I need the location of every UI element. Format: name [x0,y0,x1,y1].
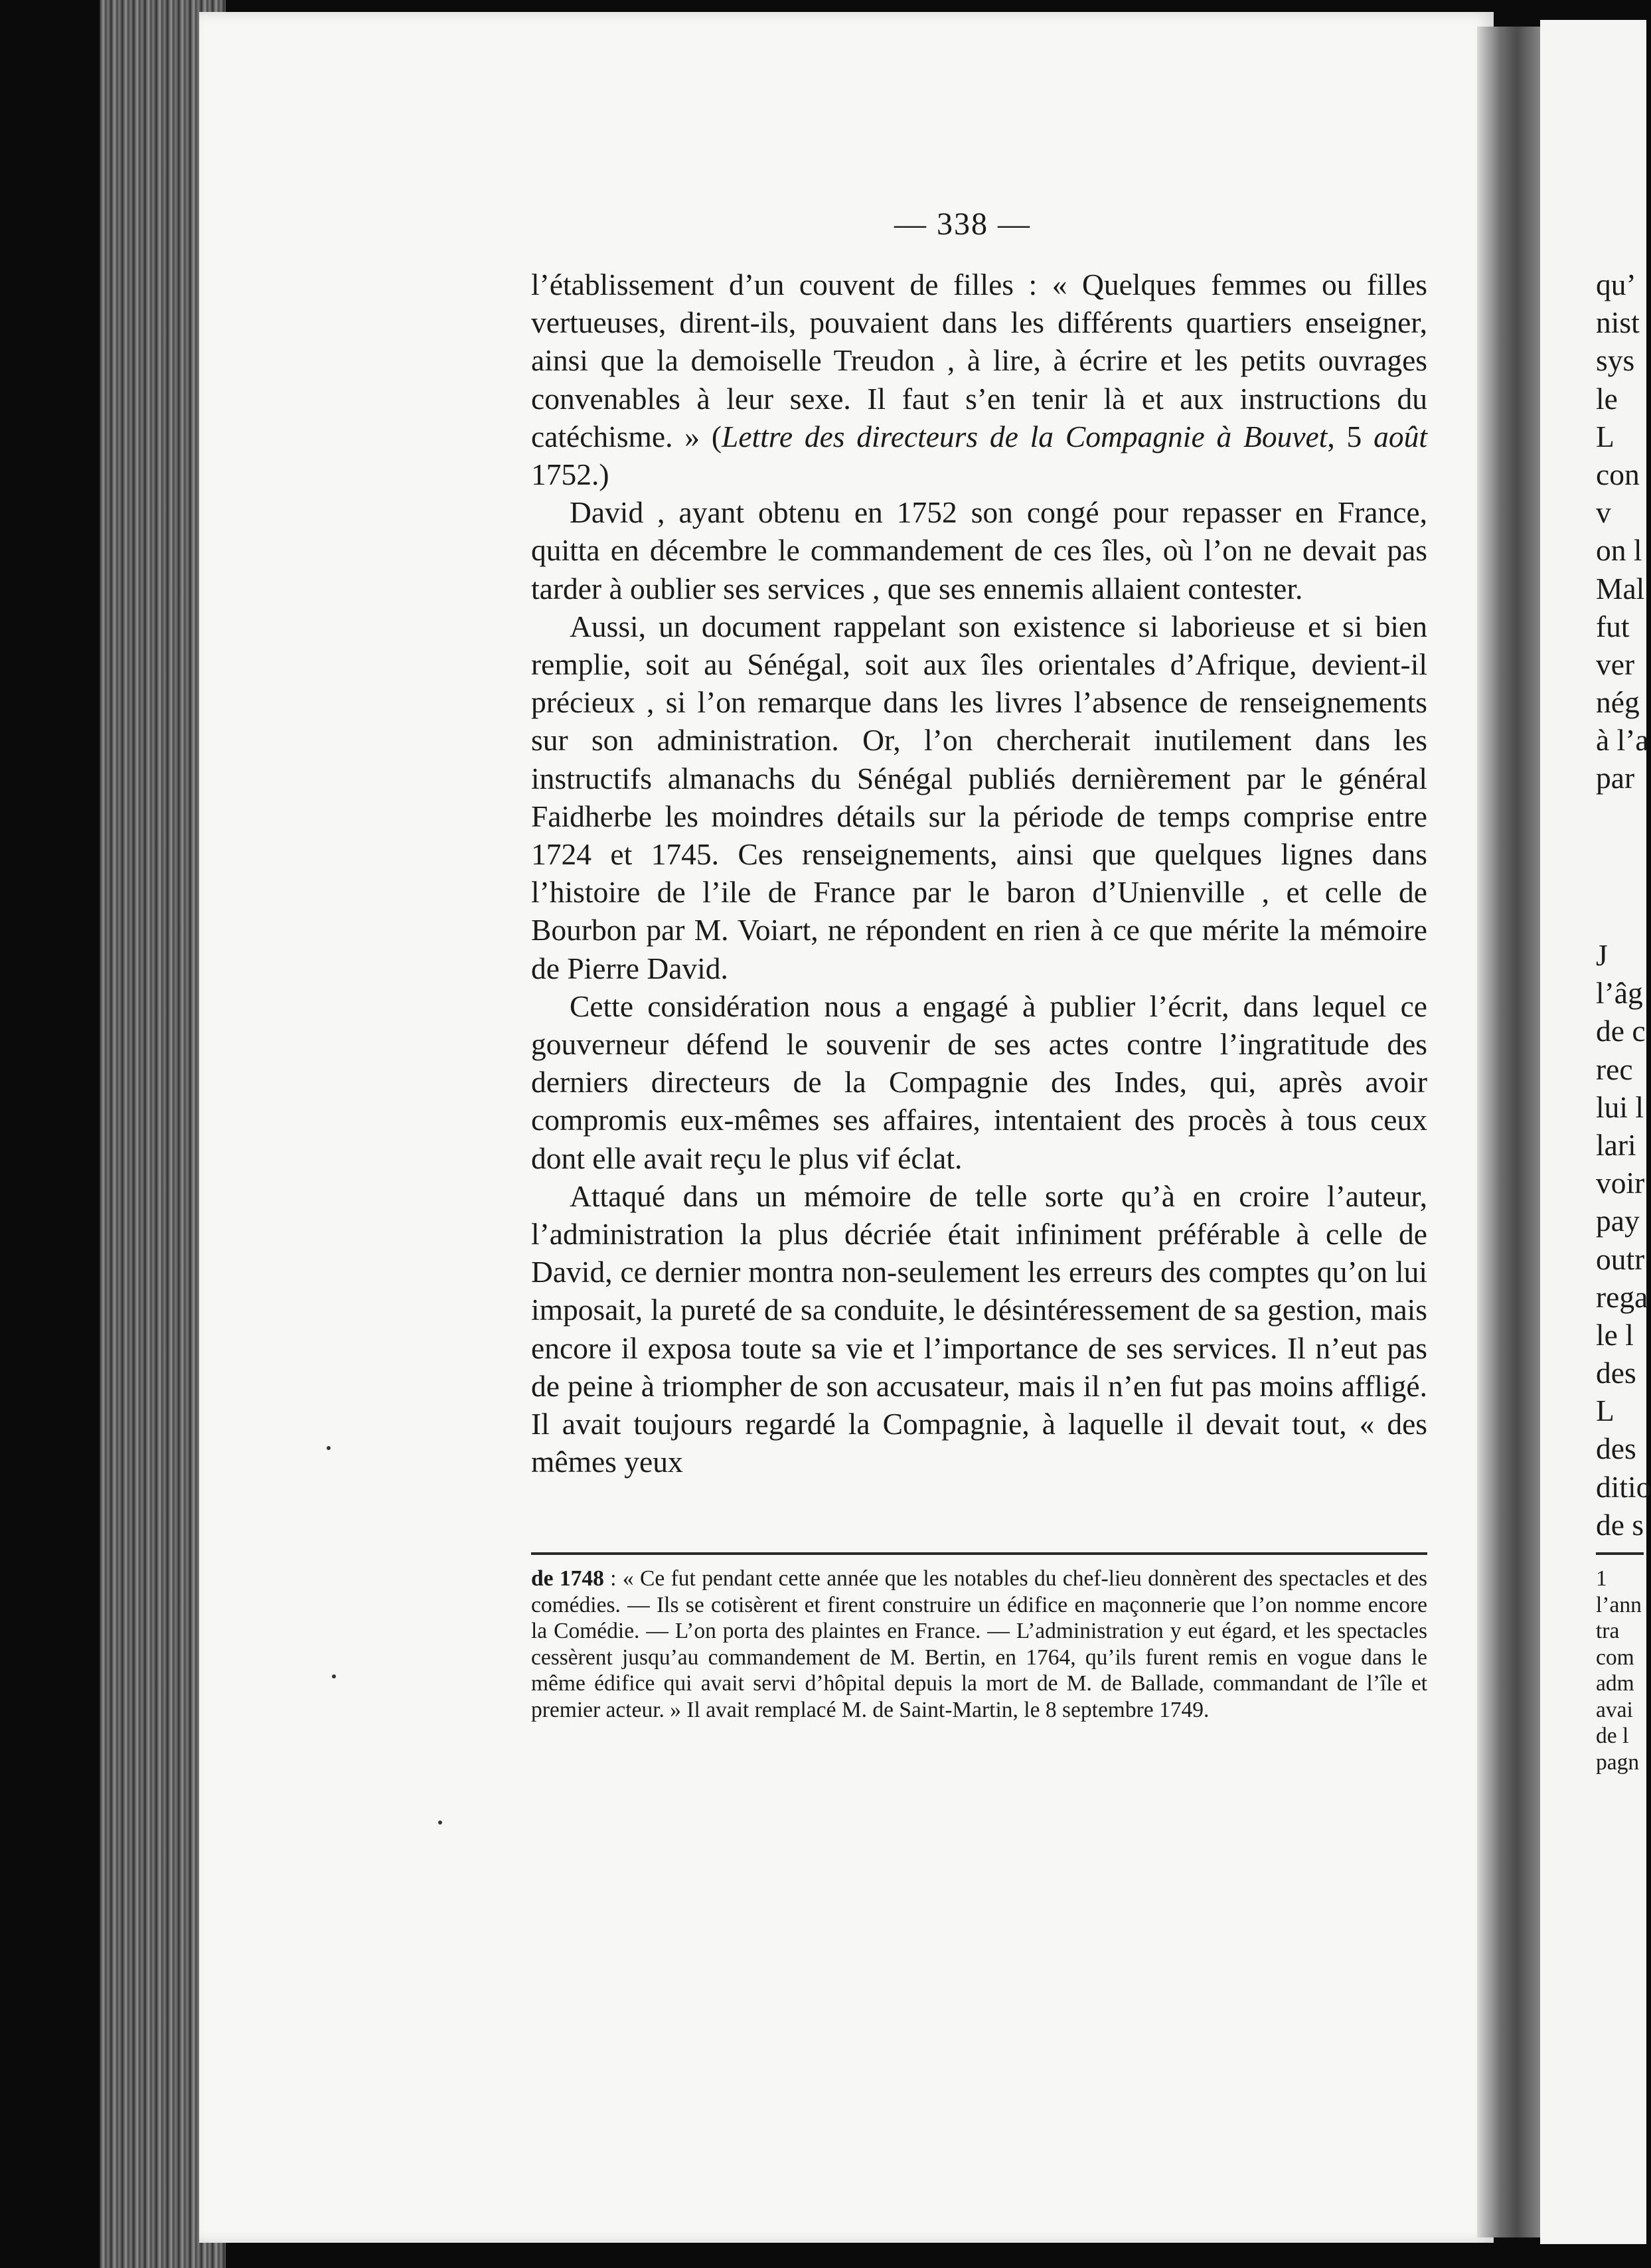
facing-page-line: par [1596,761,1635,795]
facing-page-top-fragment [1596,266,1649,797]
scan-speck [332,1674,336,1678]
facing-page-line: lari [1596,1127,1636,1162]
scan-speck [438,1821,442,1824]
paragraph [531,266,1427,493]
italic-run: Lettre des directeurs de la Compagnie à Bouvet [722,419,1328,453]
facing-page-footnote-rule [1596,1552,1644,1555]
facing-page-line: outr [1596,1242,1645,1276]
facing-page-line: l’ann [1596,1592,1642,1617]
facing-page-line: voir [1596,1166,1645,1200]
facing-page-line: le l [1596,1317,1634,1352]
facing-page-line: l’âg [1596,976,1643,1011]
page-number: — 338 — [894,206,1031,242]
footnote-year: de 1748 [531,1566,604,1591]
paragraph [531,608,1427,987]
facing-page-line: ver [1596,647,1635,681]
facing-page-line: con [1596,457,1640,491]
facing-page-line: rega [1596,1279,1648,1314]
facing-page-line: tra [1596,1619,1620,1643]
footnote [531,1566,1427,1723]
text-run: Cette considération nous a engagé à publier l’écrit, dans lequel ce gouverneur défend le souvenir de ses actes contre l’ingratitude des derniers directeurs de la Compagnie des Indes, qui, après avoir compromis eux-mêmes ses affaires, intentaient des procès à tous ceux dont elle avait reçu le plus vif éclat. [531,989,1427,1175]
paragraph [531,1177,1427,1481]
facing-page-line: sys [1596,343,1635,378]
facing-page-line: pay [1596,1204,1640,1238]
text-run: Aussi, un document rappelant son existence si laborieuse et si bien remplie, soit au Sénégal, soit aux îles orientales d’Afrique, devient-il précieux , si l’on remarque dans les livres l’absence de renseignements sur son administration. Or, l’on chercherait inutilement dans les instructifs almanachs du Sénégal publiés dernièrement par le général Faidherbe les moindres détails sur la période de temps comprise entre 1724 et 1745. Ces renseignements, ainsi que quelques lignes dans l’histoire de l’ile de France par le baron d’Unienville , et celle de Bourbon par M. Voiart, ne répondent en rien à ce que mérite la mémoire de Pierre David. [531,609,1427,985]
text-run: l’établissement d’un couvent de filles : « Quelques femmes ou filles vertueuses, dirent-ils, pouvaient dans les différents quartiers enseigner, ainsi que la demoiselle Treudon , à lire, à écrire et les petits ouvrages convenables à leur sexe. Il faut s’en tenir là et aux instructions du catéchisme. » ( [531,268,1427,453]
facing-page-line: lui l [1596,1090,1644,1124]
facing-page-line: J [1596,938,1608,972]
paragraph [531,493,1427,608]
facing-page-line: qu’ [1596,268,1636,301]
facing-page-line: des [1596,1356,1636,1390]
facing-page-line: com [1596,1645,1634,1670]
body-text [531,266,1427,1481]
facing-page-line: nist [1596,305,1640,340]
facing-page-line: L [1596,419,1614,453]
paragraph [531,987,1427,1177]
italic-run: août [1374,419,1428,453]
facing-page-line: v [1596,495,1611,530]
facing-page-line: 1 [1596,1566,1607,1591]
facing-page-line: ditio [1596,1469,1651,1504]
scan-speck [327,1446,331,1450]
facing-page-line: L [1596,1394,1614,1428]
facing-page-line: on l [1596,533,1642,568]
text-run: , 5 [1327,419,1374,453]
facing-page-line: de l [1596,1724,1629,1748]
footnote-text: : « Ce fut pendant cette année que les notables du chef-lieu donnèrent des spectacles et des comédies. — Ils se cotisèrent et firent construire un édifice en maçonnerie que l’on nomme encore la Comédie. — L’on porta des plaintes en France. — L’administration y eut égard, et les spectacles cessèrent jusqu’au commandement de M. Bertin, en 1764, qu’ils furent remis en vogue dans le même édifice qui avait servi d’hôpital depuis la mort de M. de Ballade, commandant de l’île et premier acteur. » Il avait remplacé M. de Saint-Martin, le 8 septembre 1749. [531,1566,1427,1722]
facing-page-line: adm [1596,1671,1634,1696]
facing-page-line: à l’a [1596,723,1649,758]
facing-page-line: rec [1596,1052,1633,1086]
facing-page-middle-fragment [1596,936,1649,1544]
text-run: David , ayant obtenu en 1752 son congé pour repasser en France, quitta en décembre le commandement de ces îles, où l’on ne devait pas tarder à oublier ses services , que ses ennemis allaient contester. [531,495,1427,606]
facing-page-footnote-fragment [1596,1566,1649,1775]
footnote-rule [531,1552,1427,1555]
facing-page-line: fut [1596,609,1630,643]
facing-page-line: le [1596,381,1618,416]
facing-page-line: avai [1596,1697,1633,1722]
text-run: Attaqué dans un mémoire de telle sorte qu’à en croire l’auteur, l’administration la plus décriée était infiniment préférable à celle de David, ce dernier montra non-seulement les erreurs des comptes qu’on lui imposait, la pureté de sa conduite, le désintéressement de sa gestion, mais encore il exposa toute sa vie et l’importance de ses services. Il n’eut pas de peine à triompher de son accusateur, mais il n’en fut pas moins affligé. Il avait toujours regardé la Compagnie, à laquelle il devait tout, « des mêmes yeux [531,1178,1427,1479]
facing-page-line: pagn [1596,1749,1640,1775]
facing-page-line: Mal [1596,571,1645,606]
text-run: 1752.) [531,457,609,492]
facing-page-line: nég [1596,685,1640,720]
facing-page-line: des [1596,1431,1636,1466]
book-gutter [1477,27,1543,2237]
facing-page-line: de c [1596,1014,1646,1048]
facing-page-line: de s [1596,1507,1644,1542]
